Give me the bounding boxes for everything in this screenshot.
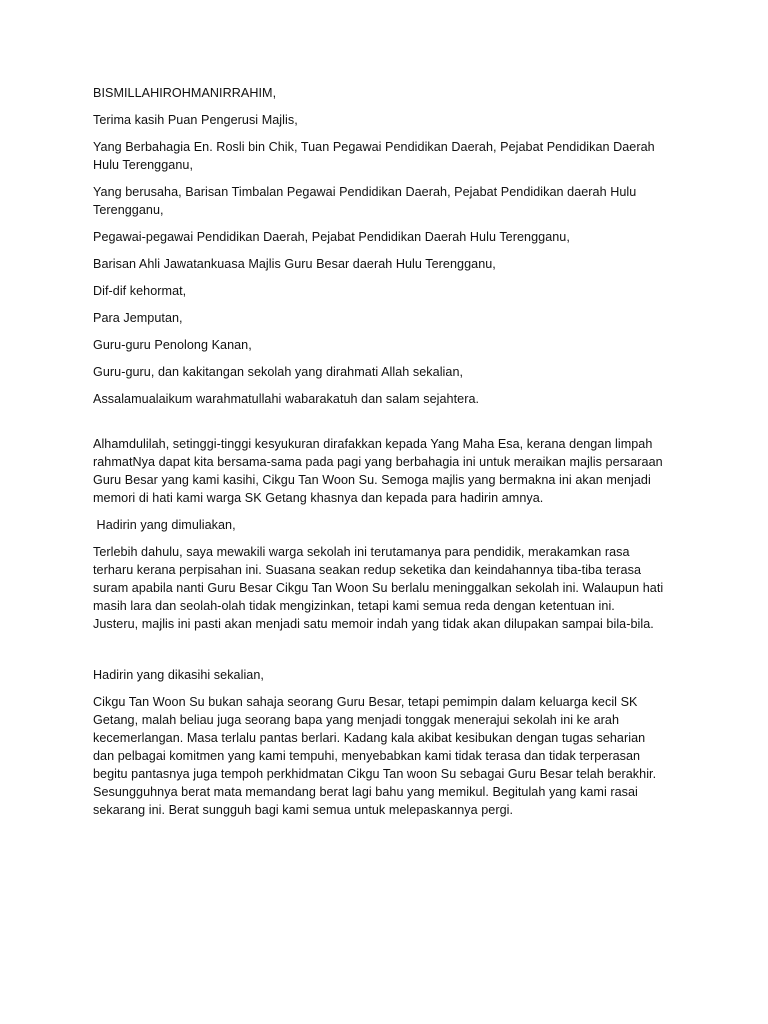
salutation-line: Guru-guru Penolong Kanan,	[93, 338, 252, 352]
salutation-line: Terima kasih Puan Pengerusi Majlis,	[93, 113, 298, 127]
paragraph-line: dan pelbagai komitmen yang kami tempuhi, menyebabkan kami tidak terasa dan tidak terperasan	[93, 749, 641, 763]
paragraph-line: Guru Besar yang kami kasihi, Cikgu Tan Woon Su. Semoga majlis yang bermakna ini akan menjadi	[93, 473, 651, 487]
salutation-line: Yang Berbahagia En. Rosli bin Chik, Tuan Pegawai Pendidikan Daerah, Pejabat Pendidikan Daerah Hulu Terengganu,	[93, 140, 655, 172]
paragraph-line: kecemerlangan. Masa terlalu pantas berlari. Kadang kala akibat kesibukan dengan tugas seharian	[93, 731, 646, 745]
paragraph-line: Alhamdulilah, setinggi-tinggi kesyukuran dirafakkan kepada Yang Maha Esa, kerana dengan limpah	[93, 437, 653, 451]
paragraph-line: Justeru, majlis ini pasti akan menjadi satu memoir indah yang tidak akan dilupakan sampai bila-bila.	[93, 617, 654, 631]
paragraph-line: Cikgu Tan Woon Su bukan sahaja seorang Guru Besar, tetapi pemimpin dalam keluarga kecil SK	[93, 695, 638, 709]
paragraph-line: Terlebih dahulu, saya mewakili warga sekolah ini terutamanya para pendidik, merakamkan rasa	[93, 545, 630, 559]
paragraph-line: suram apabila nanti Guru Besar Cikgu Tan Woon Su berlalu meninggalkan sekolah ini. Walaupun hati	[93, 581, 664, 595]
address-line: Hadirin yang dimuliakan,	[93, 518, 236, 532]
address-line: Hadirin yang dikasihi sekalian,	[93, 668, 264, 682]
paragraph-line: begitu pantasnya juga tempoh perkhidmatan Cikgu Tan woon Su sebagai Guru Besar telah berakhir.	[93, 767, 657, 781]
salutation-line: BISMILLAHIROHMANIRRAHIM,	[93, 86, 277, 100]
greeting-line: Assalamualaikum warahmatullahi wabarakatuh dan salam sejahtera.	[93, 392, 480, 406]
salutation-line: Yang berusaha, Barisan Timbalan Pegawai Pendidikan Daerah, Pejabat Pendidikan daerah Hulu Terengganu,	[93, 185, 637, 217]
blank-line	[93, 642, 683, 666]
paragraph-line: rahmatNya dapat kita bersama-sama pada pagi yang berbahagia ini untuk meraikan majlis persaraan	[93, 455, 663, 469]
salutation-line: Barisan Ahli Jawatankuasa Majlis Guru Besar daerah Hulu Terengganu,	[93, 257, 496, 271]
paragraph-line: Sesungguhnya berat mata memandang berat lagi bahu yang memikul. Begitulah yang kami rasai	[93, 785, 638, 799]
blank-line	[93, 417, 683, 435]
paragraph-line: terharu kerana perpisahan ini. Suasana seakan redup seketika dan keindahannya tiba-tiba terasa	[93, 563, 641, 577]
paragraph-line: Getang, malah beliau juga seorang bapa yang menjadi tonggak menerajui sekolah ini ke arah	[93, 713, 620, 727]
paragraph-line: masih lara dan seolah-olah tidak mengizinkan, tetapi kami semua reda dengan ketentuan ini.	[93, 599, 615, 613]
salutation-line: Guru-guru, dan kakitangan sekolah yang dirahmati Allah sekalian,	[93, 365, 464, 379]
paragraph-tribute	[93, 693, 683, 819]
paragraph-line: memori di hati kami warga SK Getang khasnya dan kepada para hadirin amnya.	[93, 491, 544, 505]
speech-text	[93, 84, 683, 828]
salutation-line: Para Jemputan,	[93, 311, 183, 325]
paragraph-line: sekarang ini. Berat sungguh bagi kami semua untuk melepaskannya pergi.	[93, 803, 514, 817]
salutation-line: Dif-dif kehormat,	[93, 284, 187, 298]
paragraph-gratitude	[93, 435, 683, 507]
salutation-line: Pegawai-pegawai Pendidikan Daerah, Pejabat Pendidikan Daerah Hulu Terengganu,	[93, 230, 570, 244]
paragraph-farewell	[93, 543, 683, 633]
